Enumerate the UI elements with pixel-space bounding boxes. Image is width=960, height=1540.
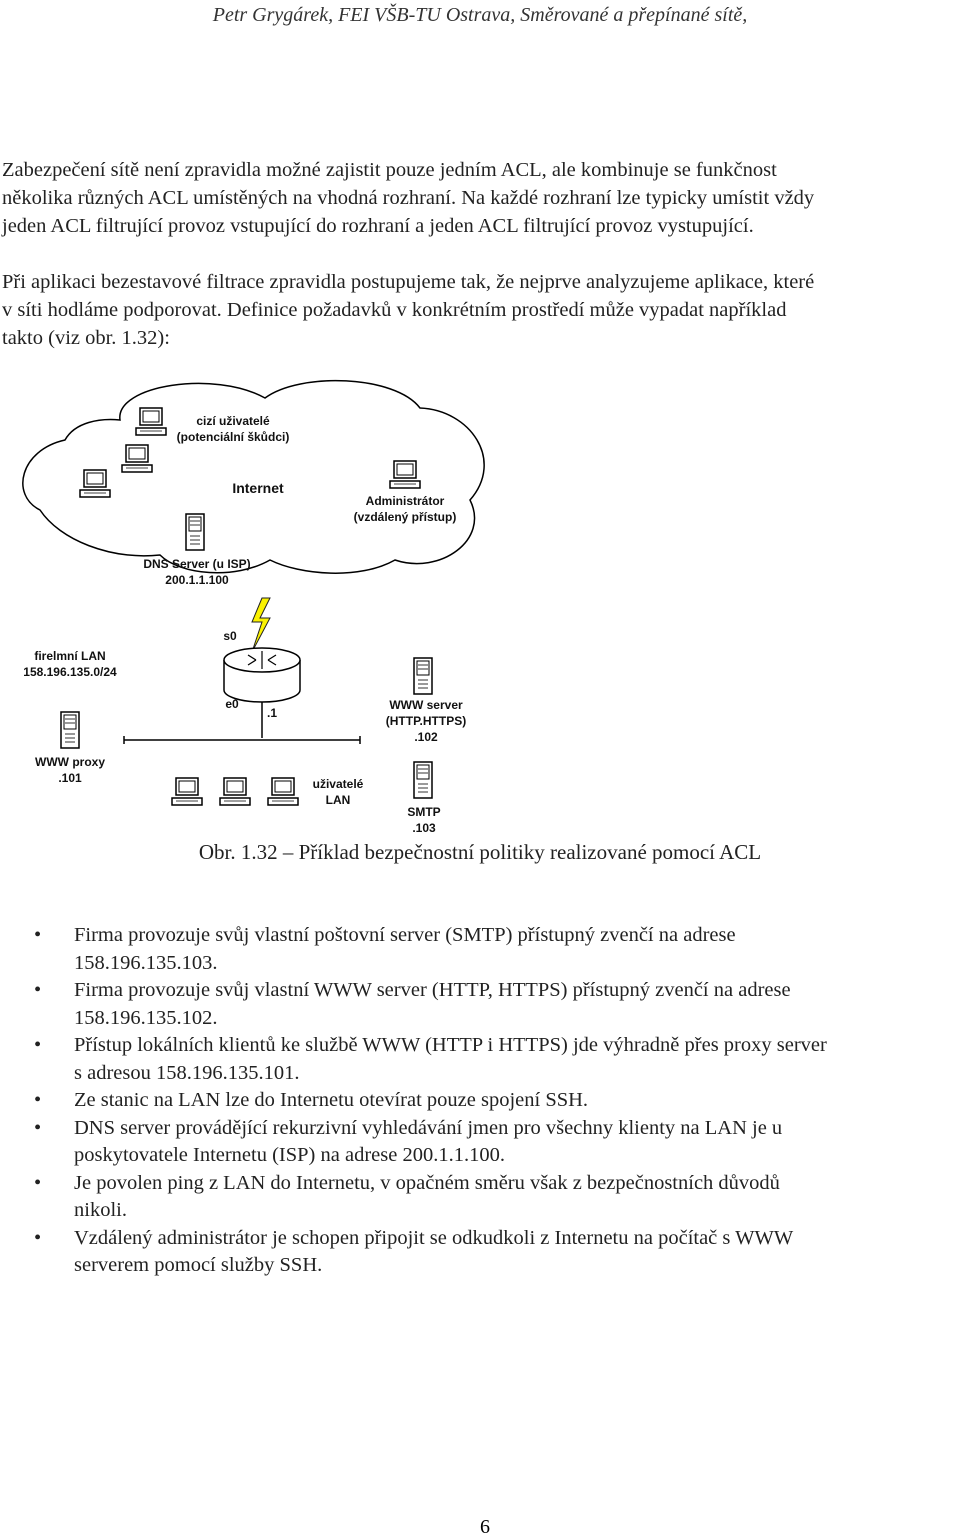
internet-label: Internet [232, 480, 284, 496]
list-item-line: 158.196.135.103. [74, 951, 218, 974]
bullet-icon: • [34, 1116, 42, 1139]
www-server-label-2: (HTTP.HTTPS) [385, 714, 467, 728]
requirements-list [28, 922, 960, 1280]
dns-label-1: DNS Server (u ISP) [143, 557, 251, 571]
serial-link-icon [252, 598, 270, 652]
paragraph-line: jeden ACL filtrující provoz vstupující do rozhraní a jeden ACL filtrující provoz vystupující. [2, 215, 754, 237]
list-item [28, 1170, 960, 1225]
lan-name-label-1: firelmní LAN [34, 649, 106, 663]
lan-user-pc-icon [172, 778, 202, 805]
foreign-user-pc-icon [136, 408, 166, 435]
foreign-users-label-1: cizí uživatelé [196, 414, 270, 428]
paragraph-line: Při aplikaci bezestavové filtrace zpravidla postupujeme tak, že nejprve analyzujeme aplikace, které [2, 271, 815, 293]
smtp-label-1: SMTP [407, 805, 441, 819]
list-item-line: Firma provozuje svůj vlastní WWW server (HTTP, HTTPS) přístupný zvenčí na adrese [74, 979, 791, 1001]
list-item-line: Firma provozuje svůj vlastní poštovní server (SMTP) přístupný zvenčí na adrese [74, 924, 736, 946]
lan-user-pc-icon [220, 778, 250, 805]
list-item-line: serverem pomocí služby SSH. [74, 1254, 323, 1276]
lan-users-label-1: uživatelé [312, 777, 364, 791]
list-item-line: DNS server provádějící rekurzivní vyhledávání jmen pro všechny klienty na LAN je u [74, 1116, 783, 1139]
www-proxy-icon [61, 712, 79, 748]
admin-label-1: Administrátor [365, 494, 445, 508]
www-server-label-3: .102 [414, 730, 438, 744]
e0-label: e0 [225, 697, 239, 711]
list-item-line: s adresou 158.196.135.101. [74, 1061, 300, 1084]
paragraph-stateless-filtering [2, 268, 958, 352]
admin-pc-icon [390, 461, 420, 488]
network-diagram [0, 372, 960, 840]
list-item-line: poskytovatele Internetu (ISP) na adrese 200.1.1.100. [74, 1144, 505, 1166]
admin-label-2: (vzdálený přístup) [353, 510, 457, 524]
list-item-line: Ze stanic na LAN lze do Internetu otevírat pouze spojení SSH. [74, 1089, 589, 1111]
paragraph-line: takto (viz obr. 1.32): [2, 327, 170, 349]
running-header: Petr Grygárek, FEI VŠB-TU Ostrava, Směrované a přepínané sítě, [212, 4, 748, 26]
list-item-line: nikoli. [74, 1199, 127, 1221]
foreign-user-pc-icon [122, 445, 152, 472]
dns-server-icon [186, 514, 204, 550]
bullet-icon: • [34, 1171, 42, 1194]
lan-name-label-2: 158.196.135.0/24 [23, 665, 117, 679]
www-server-icon [414, 658, 432, 694]
lan-user-pc-icon [268, 778, 298, 805]
paragraph-line: několika různých ACL umístěných na vhodná rozhraní. Na každé rozhraní lze typicky umístit vždy [2, 187, 815, 209]
page-number: 6 [480, 1516, 490, 1538]
list-item-line: Přístup lokálních klientů ke službě WWW (HTTP i HTTPS) jde výhradně přes proxy server [74, 1034, 827, 1056]
list-item [28, 1115, 960, 1170]
figure-caption: Obr. 1.32 – Příklad bezpečnostní politiky realizované pomocí ACL [198, 840, 762, 864]
www-proxy-label-1: WWW proxy [35, 755, 105, 769]
bullet-icon: • [34, 924, 42, 946]
list-item-line: Vzdálený administrátor je schopen připojit se odkudkoli z Internetu na počítač s WWW [74, 1226, 794, 1249]
foreign-users-label-2: (potenciální škůdci) [176, 430, 290, 444]
list-item [28, 922, 960, 977]
lan-users-label-2: LAN [325, 793, 351, 807]
dns-label-2: 200.1.1.100 [165, 573, 229, 587]
paragraph-line: Zabezpečení sítě není zpravidla možné zajistit pouze jedním ACL, ale kombinuje se funkčnost [2, 159, 777, 181]
www-proxy-label-2: .101 [58, 771, 82, 785]
list-item [28, 977, 960, 1032]
s0-label: s0 [223, 629, 237, 643]
bullet-icon: • [34, 1226, 42, 1249]
bullet-icon: • [34, 979, 42, 1001]
foreign-user-pc-icon [80, 470, 110, 497]
bullet-icon: • [34, 1034, 42, 1056]
list-item [28, 1032, 960, 1087]
smtp-server-icon [414, 762, 432, 798]
smtp-label-2: .103 [412, 821, 436, 835]
list-item [28, 1087, 960, 1115]
router-ip-label: .1 [266, 706, 278, 720]
router-icon [224, 648, 300, 702]
list-item-line: 158.196.135.102. [74, 1006, 218, 1029]
list-item-line: Je povolen ping z LAN do Internetu, v opačném směru však z bezpečnostních důvodů [74, 1171, 780, 1194]
www-server-label-1: WWW server [389, 698, 463, 712]
bullet-icon: • [34, 1089, 42, 1111]
paragraph-line: v síti hodláme podporovat. Definice požadavků v konkrétním prostředí může vypadat například [2, 299, 787, 321]
list-item [28, 1225, 960, 1280]
paragraph-acl-combination [2, 156, 958, 240]
